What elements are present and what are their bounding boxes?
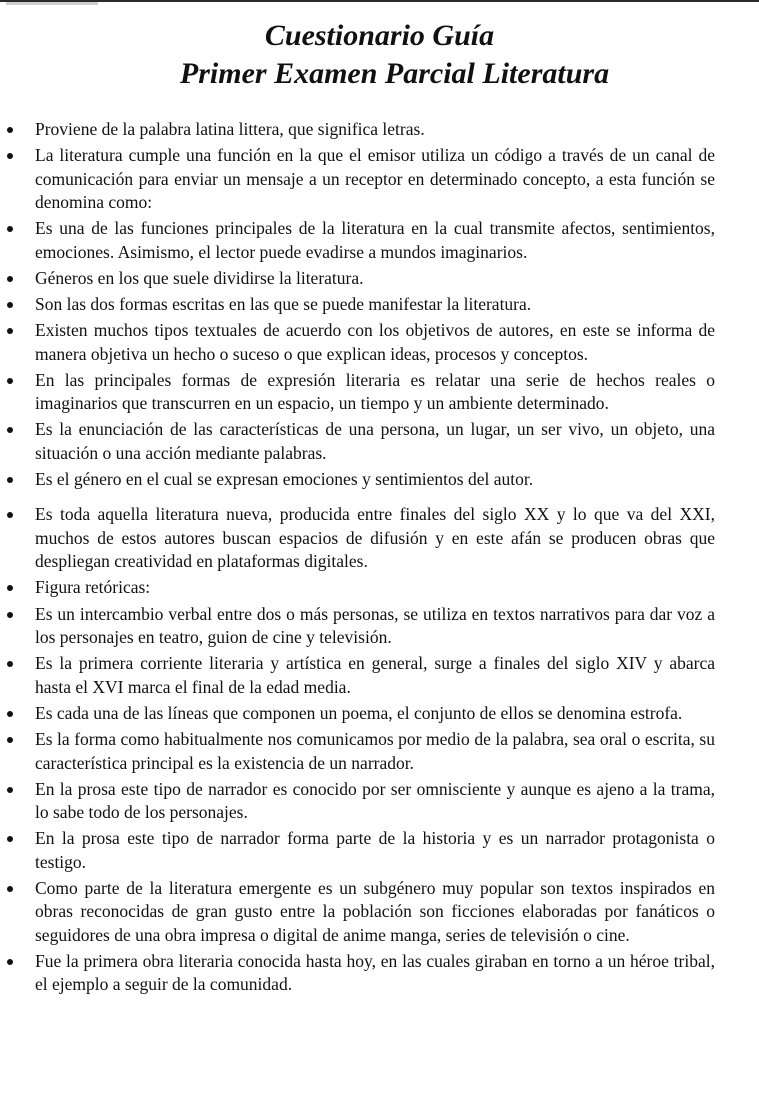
question-item <box>0 702 759 725</box>
bullet-icon <box>7 512 13 518</box>
question-item <box>0 319 759 366</box>
question-text: En la prosa este tipo de narrador forma parte de la historia y es un narrador protagonista o testigo. <box>35 828 715 872</box>
bullet-icon <box>7 737 13 743</box>
question-text: Géneros en los que suele dividirse la literatura. <box>35 267 364 288</box>
question-item <box>0 877 759 947</box>
bullet-icon <box>7 276 13 282</box>
question-item <box>0 728 759 775</box>
bullet-icon <box>7 127 13 133</box>
question-item <box>0 503 759 573</box>
page-top-tab <box>6 2 98 5</box>
question-item <box>0 827 759 874</box>
question-item <box>0 576 759 599</box>
question-text: Es la enunciación de las características de una persona, un lugar, un ser vivo, un objeto, una situación o una acción mediante palabras. <box>35 419 715 463</box>
document-subtitle: Primer Examen Parcial Literatura <box>179 57 610 90</box>
bullet-icon <box>7 959 13 965</box>
question-text: Como parte de la literatura emergente es un subgénero muy popular son textos inspirados en obras reconocidas de gran gusto entre la población son ficciones elaboradas por fanáticos o seguidores de una obra impresa o digital de anime manga, series de televisión o cine. <box>35 877 715 945</box>
question-text: Figura retóricas: <box>35 577 151 598</box>
bullet-icon <box>7 328 13 334</box>
question-item <box>0 293 759 316</box>
question-item <box>0 468 759 491</box>
question-item <box>0 369 759 416</box>
bullet-icon <box>7 711 13 717</box>
question-text: Es una de las funciones principales de la literatura en la cual transmite afectos, sentimientos, emociones. Asimismo, el lector puede evadirse a mundos imaginarios. <box>35 218 715 262</box>
question-text: En la prosa este tipo de narrador es conocido por ser omnisciente y aunque es ajeno a la trama, lo sabe todo de los personajes. <box>35 778 715 823</box>
question-text: La literatura cumple una función en la que el emisor utiliza un código a través de un canal de comunicación para enviar un mensaje a un receptor en determinado concepto, a esta función se denomina como: <box>35 145 715 213</box>
document-header <box>0 17 759 93</box>
question-text: Es cada una de las líneas que componen un poema, el conjunto de ellos se denomina estrofa. <box>35 702 683 723</box>
bullet-icon <box>7 427 13 433</box>
question-text: Son las dos formas escritas en las que se puede manifestar la literatura. <box>35 294 532 315</box>
question-text: Existen muchos tipos textuales de acuerdo con los objetivos de autores, en este se informa de manera objetiva un hecho o suceso o que explican ideas, procesos y conceptos. <box>35 320 715 364</box>
bullet-icon <box>7 787 13 793</box>
question-list <box>0 118 759 1000</box>
question-item <box>0 950 759 997</box>
question-item <box>0 267 759 290</box>
bullet-icon <box>7 661 13 667</box>
question-text: Es un intercambio verbal entre dos o más personas, se utiliza en textos narrativos para dar voz a los personajes en teatro, guion de cine y televisión. <box>35 603 715 648</box>
question-text: Es la primera corriente literaria y artística en general, surge a finales del siglo XIV y abarca hasta el XVI marca el final de la edad media. <box>35 653 715 697</box>
bullet-icon <box>7 226 13 232</box>
question-item <box>0 652 759 699</box>
bullet-icon <box>7 612 13 618</box>
question-item <box>0 603 759 650</box>
question-text: Es el género en el cual se expresan emociones y sentimientos del autor. <box>35 469 534 490</box>
question-item <box>0 118 759 141</box>
question-item <box>0 778 759 825</box>
question-item <box>0 418 759 465</box>
bullet-icon <box>7 836 13 842</box>
page-top-border <box>0 0 759 2</box>
question-text: En las principales formas de expresión literaria es relatar una serie de hechos reales o imaginarios que transcurren en un espacio, un tiempo y un ambiente determinado. <box>35 369 715 414</box>
bullet-icon <box>7 477 13 483</box>
question-text: Proviene de la palabra latina littera, que significa letras. <box>35 119 425 139</box>
bullet-icon <box>7 585 13 591</box>
document-title: Cuestionario Guía <box>264 19 495 52</box>
question-text: Es la forma como habitualmente nos comunicamos por medio de la palabra, sea oral o escrita, su característica principal es la existencia de un narrador. <box>35 729 715 773</box>
bullet-icon <box>7 153 13 159</box>
question-item <box>0 144 759 214</box>
bullet-icon <box>7 886 13 892</box>
bullet-icon <box>7 302 13 308</box>
bullet-icon <box>7 378 13 384</box>
question-item <box>0 217 759 264</box>
question-text: Es toda aquella literatura nueva, producida entre finales del siglo XX y lo que va del XXI, muchos de estos autores buscan espacios de difusión y en este afán se producen obras que despliegan creatividad en plataformas digitales. <box>35 504 715 572</box>
question-text: Fue la primera obra literaria conocida hasta hoy, en las cuales giraban en torno a un héroe tribal, el ejemplo a seguir de la comunidad. <box>35 950 715 995</box>
